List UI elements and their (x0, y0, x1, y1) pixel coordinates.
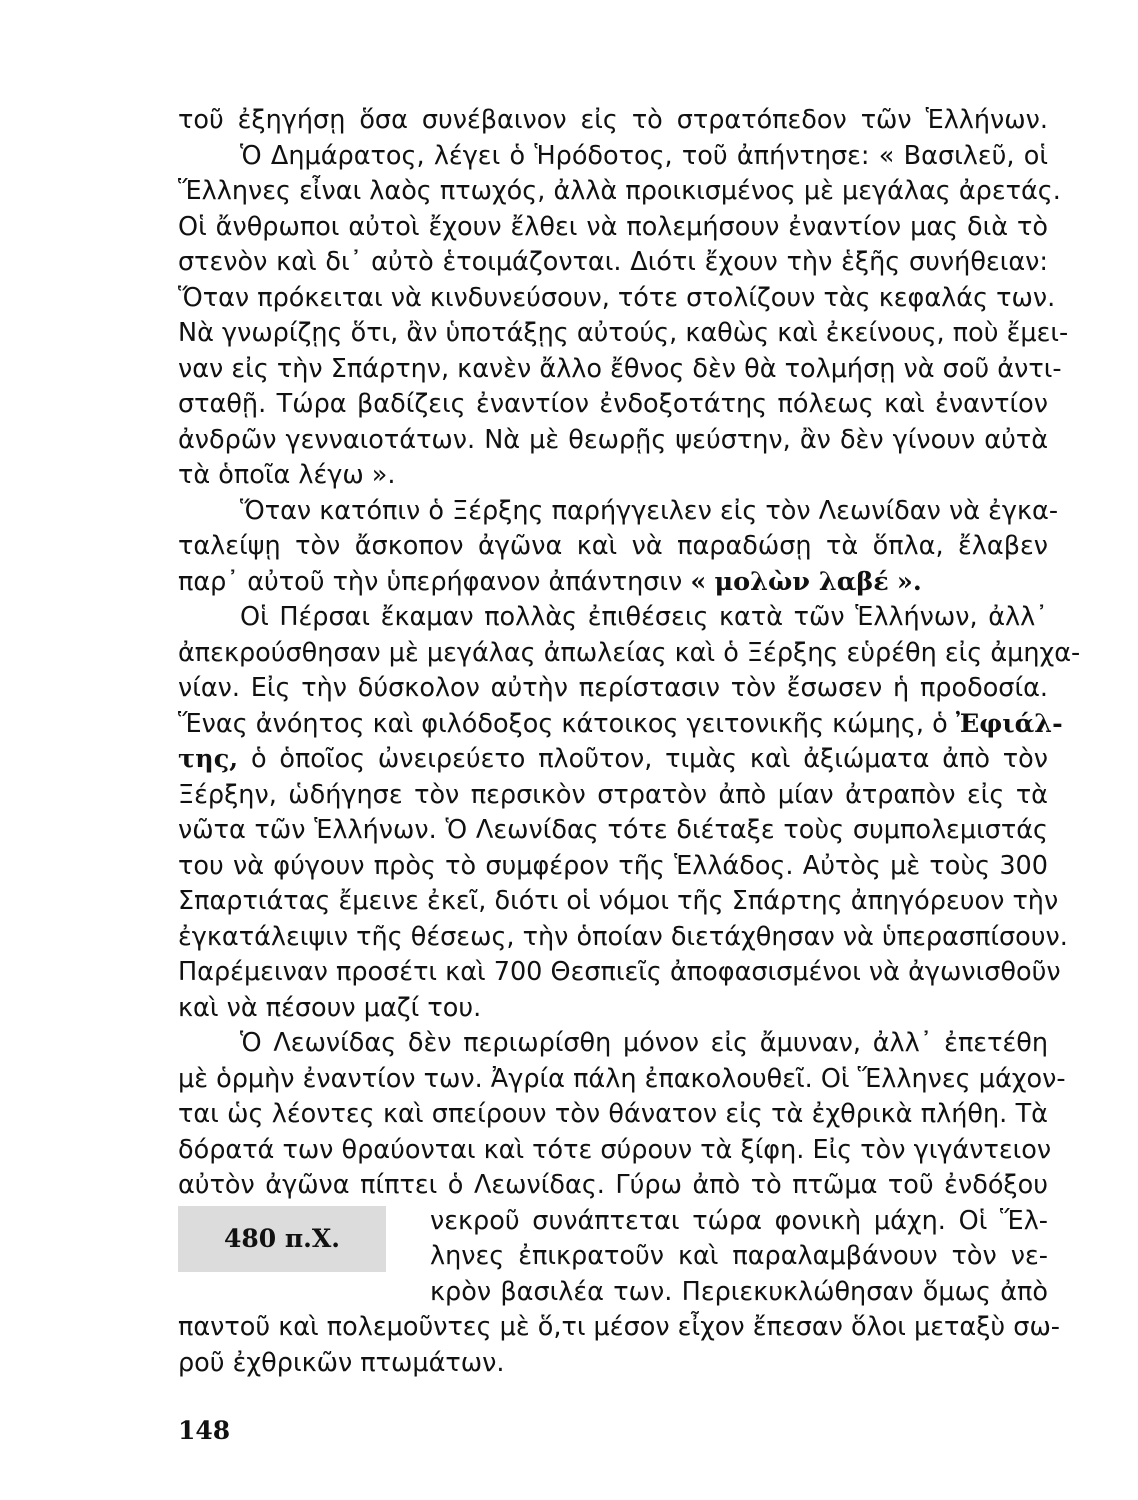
text-line: σταθῇ. Τώρα βαδίζεις ἐναντίον ἐνδοξοτάτης πόλεως καὶ ἐναντίον (178, 389, 1048, 419)
date-label: 480 π.Χ. (178, 1206, 386, 1272)
ephialtes-name-cont: της, (178, 744, 239, 774)
reply-text: παρ᾽ αὐτοῦ τὴν ὑπερήφανον ἀπάντησιν (178, 566, 683, 597)
text-line: τὰ ὁποῖα λέγω ». (178, 460, 396, 490)
reply-line (178, 565, 1048, 599)
text-line: Οἱ Πέρσαι ἔκαμαν πολλὰς ἐπιθέσεις κατὰ τῶν Ἑλλήνων, ἀλλ᾽ (240, 602, 1048, 632)
text-line: αὐτὸν ἀγῶνα πίπτει ὁ Λεωνίδας. Γύρω ἀπὸ τὸ πτῶμα τοῦ ἐνδόξου (178, 1170, 1048, 1200)
text-line: ταλείψῃ τὸν ἄσκοπον ἀγῶνα καὶ νὰ παραδώσῃ τὰ ὅπλα, ἔλαβεν (178, 531, 1048, 561)
text-line: Σπαρτιάτας ἔμεινε ἐκεῖ, διότι οἱ νόμοι τῆς Σπάρτης ἀπηγόρευον τὴν (178, 886, 1059, 916)
text-line: Οἱ ἄνθρωποι αὐτοὶ ἔχουν ἔλθει νὰ πολεμήσουν ἐναντίον μας διὰ τὸ (178, 211, 1048, 242)
text-line: στενὸν καὶ δι᾽ αὐτὸ ἑτοιμάζονται. Διότι ἔχουν τὴν ἑξῆς συνήθειαν: (178, 247, 1048, 277)
text-line: Ὁ Δημάρατος, λέγει ὁ Ἡρόδοτος, τοῦ ἀπήντησε: « Βασιλεῦ, οἱ (240, 140, 1048, 171)
ephialtes-text: Ἕνας ἀνόητος καὶ φιλόδοξος κάτοικος γειτονικῆς κώμης, ὁ (178, 708, 948, 739)
text-line: ναν εἰς τὴν Σπάρτην, κανὲν ἄλλο ἔθνος δὲν θὰ τολμήσῃ νὰ σοῦ ἀντι- (178, 353, 1062, 384)
text-line: κρὸν βασιλέα των. Περιεκυκλώθησαν ὅμως ἀπὸ (430, 1276, 1048, 1307)
text-line: καὶ νὰ πέσουν μαζί του. (178, 992, 482, 1023)
quote-open: « (690, 566, 707, 597)
text-line: Ἕλληνες εἶναι λαὸς πτωχός, ἀλλὰ προικισμένος μὲ μεγάλας ἀρετάς. (178, 176, 1061, 206)
text-line: Ὅταν πρόκειται νὰ κινδυνεύσουν, τότε στολίζουν τὰς κεφαλάς των. (178, 282, 1056, 313)
text-line: του νὰ φύγουν πρὸς τὸ συμφέρον τῆς Ἑλλάδος. Αὐτὸς μὲ τοὺς 300 (178, 850, 1048, 881)
text-line: μὲ ὁρμὴν ἐναντίον των. Ἀγρία πάλη ἐπακολουθεῖ. Οἱ Ἕλληνες μάχον- (178, 1063, 1066, 1094)
text-line: νεκροῦ συνάπτεται τώρα φονικὴ μάχη. Οἱ Ἕλ- (430, 1205, 1048, 1236)
text-line: Ὅταν κατόπιν ὁ Ξέρξης παρήγγειλεν εἰς τὸν Λεωνίδαν νὰ ἐγκα- (240, 495, 1059, 526)
text-line: Ὁ Λεωνίδας δὲν περιωρίσθη μόνον εἰς ἄμυναν, ἀλλ᾽ ἐπετέθη (240, 1028, 1048, 1058)
ephialtes-cont-line (178, 742, 1048, 776)
ephialtes-line (178, 707, 1063, 741)
text-line: ἀπεκρούσθησαν μὲ μεγάλας ἀπωλείας καὶ ὁ Ξέρξης εὑρέθη εἰς ἀμηχα- (178, 637, 1081, 668)
text-line: ἐγκατάλειψιν τῆς θέσεως, τὴν ὁποίαν διετάχθησαν νὰ ὑπερασπίσουν. (178, 921, 1068, 952)
text-line: ἀνδρῶν γενναιοτάτων. Νὰ μὲ θεωρῇς ψεύστην, ἂν δὲν γίνουν αὐτὰ (178, 424, 1048, 455)
text-line: Παρέμειναν προσέτι καὶ 700 Θεσπιεῖς ἀποφασισμένοι νὰ ἀγωνισθοῦν (178, 957, 1061, 987)
text-line: ὁ ὁποῖος ὠνειρεύετο πλοῦτον, τιμὰς καὶ ἀξιώματα ἀπὸ τὸν (250, 744, 1049, 774)
text-line: ροῦ ἐχθρικῶν πτωμάτων. (178, 1347, 505, 1378)
text-line: Νὰ γνωρίζῃς ὅτι, ἂν ὑποτάξῃς αὐτούς, καθὼς καὶ ἐκείνους, ποὺ ἔμει- (178, 318, 1069, 348)
page-number: 148 (178, 1415, 231, 1445)
text-line: παντοῦ καὶ πολεμοῦντες μὲ ὅ,τι μέσον εἶχον ἔπεσαν ὅλοι μεταξὺ σω- (178, 1312, 1061, 1342)
molon-labe-quote: μολὼν λαβέ (714, 566, 889, 597)
text-line: δόρατά των θραύονται καὶ τότε σύρουν τὰ ξίφη. Εἰς τὸν γιγάντειον (178, 1134, 1052, 1165)
text-line: ληνες ἐπικρατοῦν καὶ παραλαμβάνουν τὸν νε- (430, 1241, 1048, 1271)
text-line: νῶτα τῶν Ἑλλήνων. Ὁ Λεωνίδας τότε διέταξε τοὺς συμπολεμιστάς (178, 815, 1048, 845)
text-line: νίαν. Εἰς τὴν δύσκολον αὐτὴν περίστασιν τὸν ἔσωσεν ἡ προδοσία. (178, 673, 1048, 703)
text-line: Ξέρξην, ὡδήγησε τὸν περσικὸν στρατὸν ἀπὸ μίαν ἀτραπὸν εἰς τὰ (178, 779, 1048, 810)
text-line: τοῦ ἐξηγήσῃ ὅσα συνέβαινον εἰς τὸ στρατόπεδον τῶν Ἑλλήνων. (178, 105, 1048, 135)
quote-close: ». (896, 566, 922, 597)
text-line: ται ὡς λέοντες καὶ σπείρουν τὸν θάνατον εἰς τὰ ἐχθρικὰ πλήθη. Τὰ (178, 1099, 1048, 1129)
ephialtes-name: Ἐφιάλ- (955, 708, 1063, 739)
